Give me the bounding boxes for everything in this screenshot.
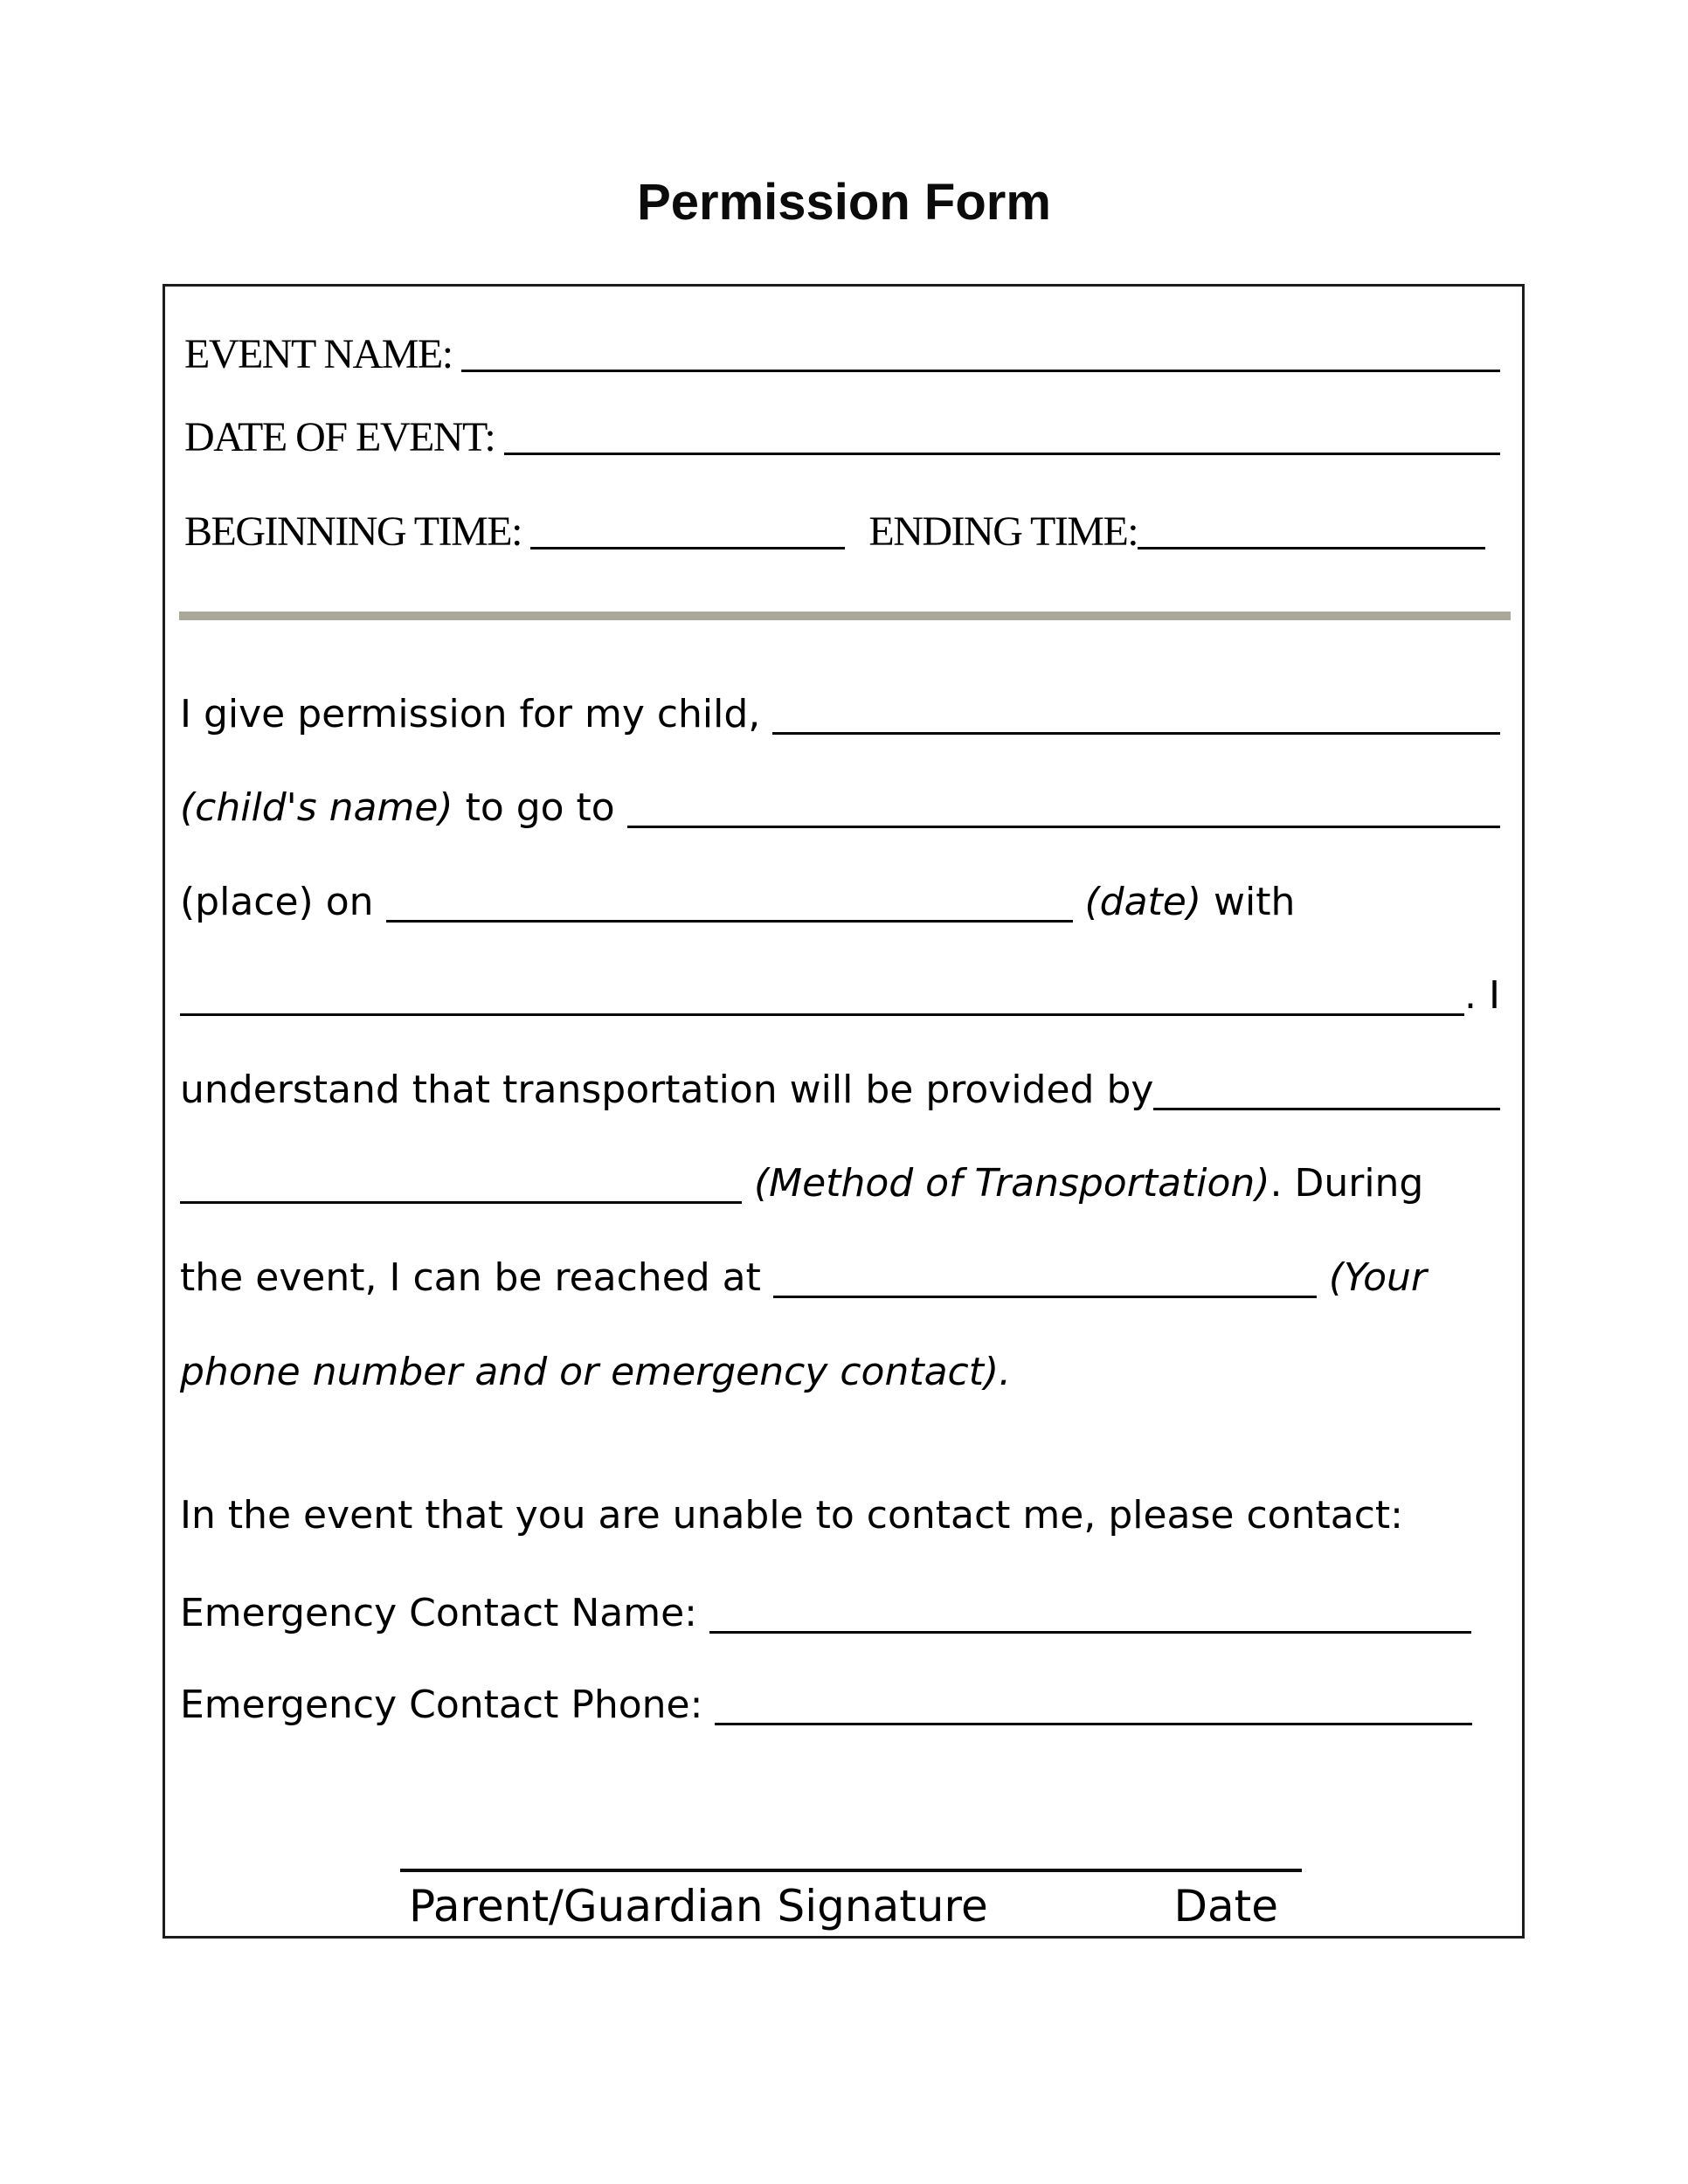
emergency-name-label: Emergency Contact Name: — [180, 1591, 709, 1635]
permission-line-2 — [180, 785, 1500, 831]
companion-blank[interactable] — [180, 1013, 1464, 1016]
permission-text-4-tail: . I — [1464, 973, 1500, 1018]
place-blank[interactable] — [627, 826, 1500, 828]
emergency-name-blank[interactable] — [709, 1631, 1471, 1634]
ending-time-blank[interactable] — [1138, 547, 1485, 549]
event-name-label: EVENT NAME: — [184, 331, 462, 377]
permission-text-1: I give permission for my child, — [180, 692, 773, 736]
permission-text-3: (place) on — [180, 880, 386, 924]
child-name-blank[interactable] — [772, 732, 1500, 735]
permission-text-3-tail: with — [1201, 880, 1296, 924]
transportation-blank-1[interactable] — [1153, 1108, 1500, 1110]
permission-line-4 — [180, 973, 1500, 1019]
form-box — [163, 284, 1525, 1939]
times-row — [184, 507, 1500, 556]
ending-time-label: ENDING TIME: — [868, 508, 1138, 555]
event-date-blank[interactable] — [386, 920, 1073, 923]
transportation-blank-2[interactable] — [180, 1201, 742, 1204]
permission-line-8 — [180, 1350, 1500, 1395]
event-name-row — [184, 329, 1500, 379]
beginning-time-blank[interactable] — [530, 547, 845, 549]
emergency-phone-row — [180, 1683, 1500, 1728]
contact-intro-row — [180, 1493, 1500, 1538]
emergency-name-row — [180, 1591, 1500, 1636]
form-title: Permission Form — [637, 174, 1051, 231]
phone-blank[interactable] — [773, 1296, 1317, 1298]
beginning-time-label: BEGINNING TIME: — [184, 508, 531, 555]
permission-text-6-tail: . During — [1269, 1161, 1424, 1206]
date-hint: (date) — [1072, 880, 1202, 924]
permission-line-3 — [180, 880, 1500, 925]
contact-intro-text: In the event that you are unable to contact me, please contact: — [180, 1493, 1403, 1538]
date-label: Date — [1173, 1881, 1278, 1932]
date-of-event-blank[interactable] — [504, 453, 1500, 455]
phone-hint-start: (Your — [1316, 1255, 1427, 1300]
permission-line-6 — [180, 1161, 1500, 1206]
permission-text-2: to go to — [453, 785, 627, 830]
signature-line[interactable] — [400, 1869, 1302, 1872]
date-of-event-label: DATE OF EVENT: — [184, 414, 504, 460]
signature-labels-row — [400, 1882, 1302, 1932]
permission-line-1 — [180, 692, 1500, 737]
emergency-phone-label: Emergency Contact Phone: — [180, 1683, 716, 1727]
date-of-event-row — [184, 412, 1500, 462]
permission-text-7: the event, I can be reached at — [180, 1255, 773, 1300]
method-of-transportation-hint: (Method of Transportation) — [742, 1161, 1270, 1206]
section-divider — [179, 612, 1511, 620]
permission-text-5: understand that transportation will be provided by — [180, 1068, 1154, 1112]
permission-line-5 — [180, 1068, 1500, 1113]
emergency-phone-blank[interactable] — [715, 1723, 1472, 1725]
permission-line-7 — [180, 1255, 1500, 1301]
phone-hint-end: phone number and or emergency contact). — [180, 1350, 1012, 1394]
child-name-hint: (child's name) — [180, 785, 453, 830]
event-name-blank[interactable] — [461, 370, 1500, 372]
signature-label: Parent/Guardian Signature — [409, 1881, 988, 1932]
